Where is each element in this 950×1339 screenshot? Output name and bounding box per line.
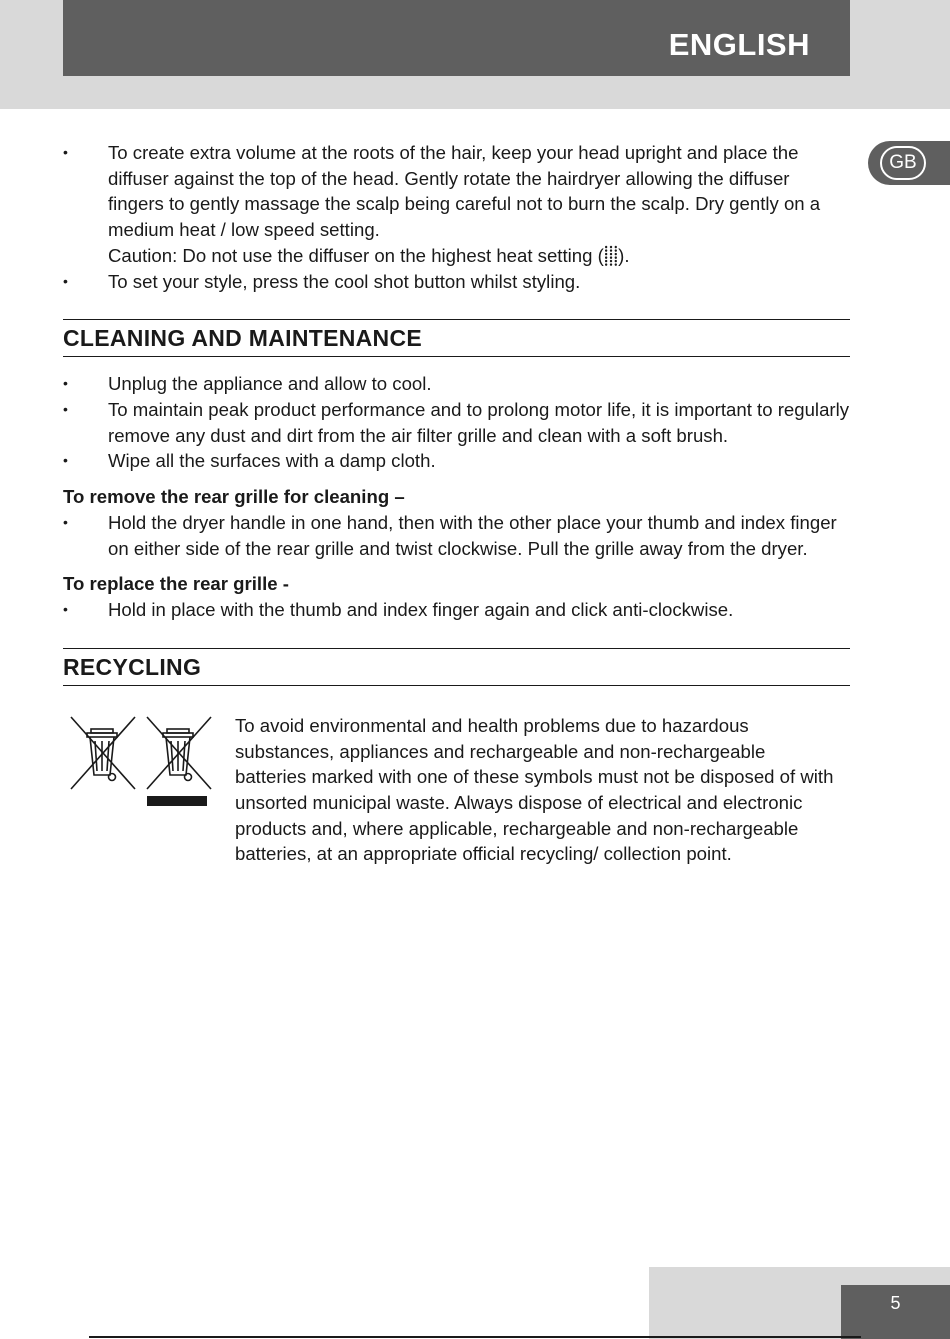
crossed-bin-icon bbox=[63, 713, 213, 813]
caution-note: Caution: Do not use the diffuser on the highest heat setting (⸽⸽⸽). bbox=[108, 244, 630, 266]
remove-grille-heading: To remove the rear grille for cleaning – bbox=[63, 486, 405, 508]
list-item-text: Unplug the appliance and allow to cool. bbox=[108, 373, 432, 395]
list-item bbox=[63, 269, 850, 295]
list-item bbox=[63, 597, 850, 623]
list-item-text: To set your style, press the cool shot button whilst styling. bbox=[108, 270, 581, 292]
list-item-text: To maintain peak product performance and to prolong motor life, it is important to regularly remove any dust and dirt from the air filter grille and clean with a soft brush. bbox=[108, 398, 850, 446]
section-title-cleaning: CLEANING AND MAINTENANCE bbox=[63, 325, 423, 352]
section-header-recycling bbox=[63, 648, 850, 686]
cleaning-list bbox=[63, 371, 850, 474]
recycling-block bbox=[63, 713, 850, 867]
page-number: 5 bbox=[841, 1285, 950, 1339]
list-item bbox=[63, 448, 850, 474]
list-item-text: To create extra volume at the roots of the hair, keep your head upright and place the diffuser against the top of the head. Gently rotate the hairdryer allowing the diffuser fingers to gently massage the scalp being careful not to burn the scalp. Dry gently on a medium heat / low speed setting. bbox=[108, 142, 821, 241]
section-header-cleaning bbox=[63, 319, 850, 357]
list-item bbox=[63, 510, 850, 561]
language-tab bbox=[868, 141, 950, 185]
page-content bbox=[63, 140, 850, 867]
intro-list bbox=[63, 140, 850, 294]
list-item bbox=[63, 397, 850, 448]
gb-badge: GB bbox=[880, 146, 926, 180]
recycling-symbols bbox=[63, 713, 235, 813]
replace-grille-heading: To replace the rear grille - bbox=[63, 573, 289, 595]
list-item-text: Hold the dryer handle in one hand, then with the other place your thumb and index finger on either side of the rear grille and twist clockwise. Pull the grille away from the dryer. bbox=[108, 512, 837, 559]
section-title-recycling: RECYCLING bbox=[63, 654, 202, 681]
list-item bbox=[63, 371, 850, 397]
list-item-text: Wipe all the surfaces with a damp cloth. bbox=[108, 450, 436, 472]
footer-divider bbox=[89, 1336, 861, 1338]
remove-grille-list bbox=[63, 510, 850, 561]
language-bar bbox=[63, 0, 850, 76]
list-item bbox=[63, 140, 850, 269]
recycling-text: To avoid environmental and health problems due to hazardous substances, appliances and rechargeable and non-rechargeable batteries marked with one of these symbols must not be disposed of with unsorted municipal waste. Always dispose of electrical and electronic products and, where applicable, rechargeable and non-rechargeable batteries, at an appropriate official recycling/ collection point. bbox=[235, 715, 834, 865]
battery-bar-icon bbox=[147, 796, 207, 806]
list-item-text: Hold in place with the thumb and index finger again and click anti-clockwise. bbox=[108, 599, 734, 621]
language-title: ENGLISH bbox=[668, 27, 810, 62]
replace-grille-list bbox=[63, 597, 850, 623]
